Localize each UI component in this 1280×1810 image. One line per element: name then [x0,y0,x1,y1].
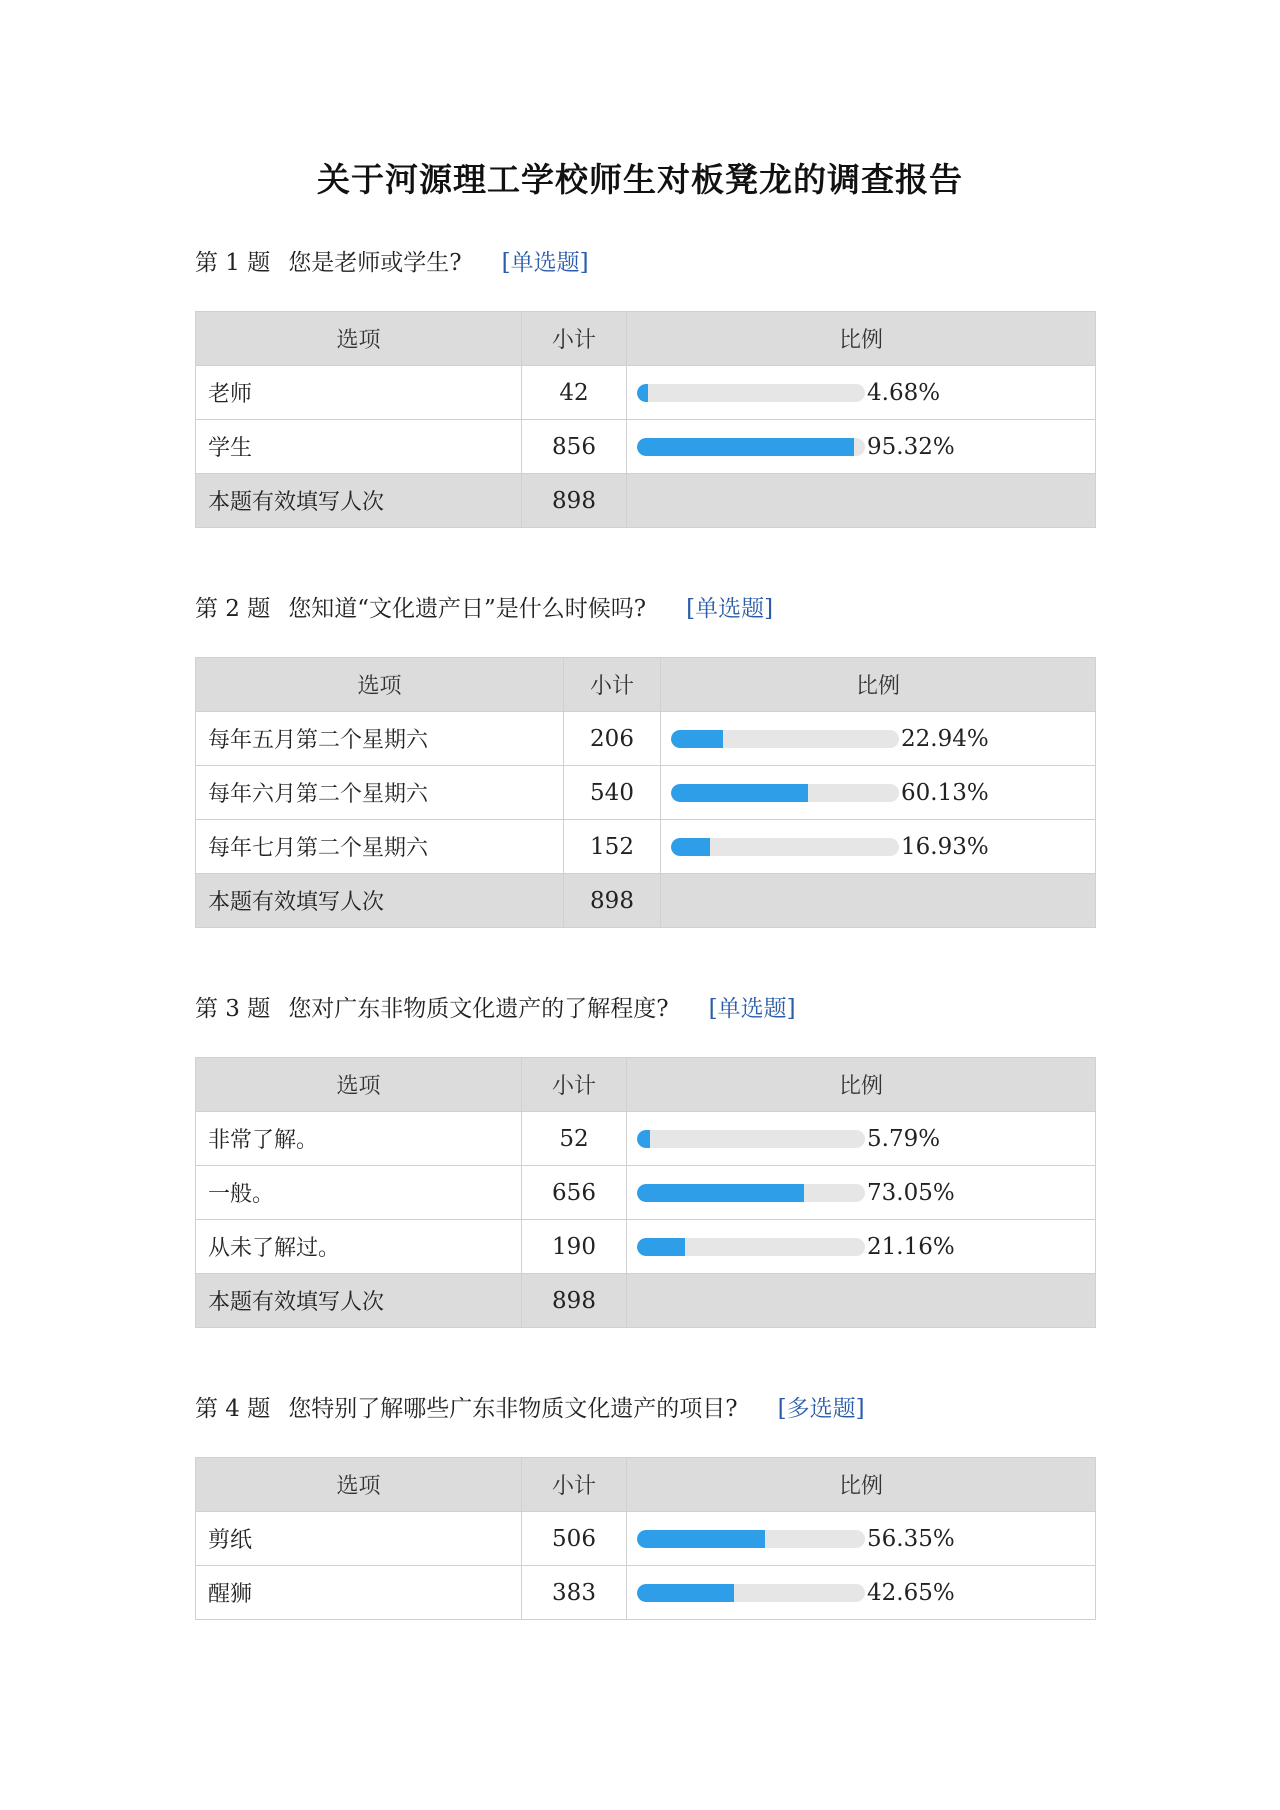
table-row [196,1166,1096,1220]
option-count: 52 [522,1112,627,1166]
option-label: 学生 [196,420,522,474]
option-count: 383 [522,1566,627,1620]
table-row [196,420,1096,474]
total-count: 898 [522,1274,627,1328]
option-label: 每年五月第二个星期六 [196,712,564,766]
option-ratio [627,1112,1096,1166]
question-header [195,1392,1095,1426]
option-ratio [661,820,1096,874]
option-count: 206 [564,712,661,766]
question-type-label: [单选题] [708,996,796,1022]
ratio-percent: 42.65% [867,1579,955,1606]
question-text: 您是老师或学生? [288,250,462,276]
option-label: 每年六月第二个星期六 [196,766,564,820]
ratio-bar-fill [637,1530,765,1548]
total-count: 898 [564,874,661,928]
option-ratio [627,1566,1096,1620]
result-table [195,1057,1096,1328]
header-option: 选项 [196,312,522,366]
option-label: 每年七月第二个星期六 [196,820,564,874]
option-ratio [627,1166,1096,1220]
question-number: 第 2 题 [195,596,271,622]
total-label: 本题有效填写人次 [196,474,522,528]
table-row [196,1512,1096,1566]
ratio-bar [637,438,865,456]
option-ratio [661,766,1096,820]
option-ratio [627,1220,1096,1274]
result-table [195,1457,1096,1620]
ratio-bar-fill [637,1584,734,1602]
question-text: 您知道“文化遗产日”是什么时候吗? [288,596,647,622]
question-4 [195,1392,1095,1607]
total-empty-cell [627,1274,1096,1328]
header-ratio: 比例 [661,658,1096,712]
question-text: 您特别了解哪些广东非物质文化遗产的项目? [288,1396,738,1422]
option-label: 老师 [196,366,522,420]
ratio-percent: 21.16% [867,1233,955,1260]
ratio-percent: 22.94% [901,725,989,752]
header-count: 小计 [522,1058,627,1112]
ratio-bar [637,1184,865,1202]
total-row [196,874,1096,928]
ratio-percent: 16.93% [901,833,989,860]
option-ratio [627,366,1096,420]
total-label: 本题有效填写人次 [196,1274,522,1328]
question-header [195,992,1095,1026]
header-count: 小计 [522,1458,627,1512]
option-ratio [661,712,1096,766]
question-type-label: [单选题] [501,250,589,276]
question-header [195,246,1095,280]
ratio-percent: 95.32% [867,433,955,460]
ratio-percent: 60.13% [901,779,989,806]
option-count: 540 [564,766,661,820]
ratio-bar [637,1584,865,1602]
table-header-row [196,658,1096,712]
table-row [196,712,1096,766]
ratio-percent: 5.79% [867,1125,941,1152]
ratio-bar [637,384,865,402]
ratio-bar [637,1238,865,1256]
question-type-label: [单选题] [686,596,774,622]
ratio-percent: 4.68% [867,379,941,406]
option-label: 醒狮 [196,1566,522,1620]
ratio-bar [671,784,899,802]
result-table [195,657,1096,928]
question-number: 第 3 题 [195,996,271,1022]
table-row [196,366,1096,420]
ratio-bar-fill [671,730,723,748]
ratio-percent: 56.35% [867,1525,955,1552]
header-ratio: 比例 [627,312,1096,366]
total-row [196,474,1096,528]
ratio-bar [637,1130,865,1148]
total-empty-cell [627,474,1096,528]
ratio-bar-fill [637,384,648,402]
total-count: 898 [522,474,627,528]
question-header [195,592,1095,626]
table-row [196,820,1096,874]
option-label: 从未了解过。 [196,1220,522,1274]
option-ratio [627,420,1096,474]
option-label: 剪纸 [196,1512,522,1566]
total-label: 本题有效填写人次 [196,874,564,928]
question-number: 第 1 题 [195,250,271,276]
ratio-bar-fill [637,1130,650,1148]
header-count: 小计 [564,658,661,712]
table-row [196,1112,1096,1166]
table-header-row [196,312,1096,366]
option-count: 656 [522,1166,627,1220]
question-3 [195,992,1095,1315]
table-row [196,1566,1096,1620]
question-2 [195,592,1095,915]
header-count: 小计 [522,312,627,366]
option-ratio [627,1512,1096,1566]
option-label: 一般。 [196,1166,522,1220]
total-row [196,1274,1096,1328]
option-count: 152 [564,820,661,874]
header-option: 选项 [196,658,564,712]
table-row [196,766,1096,820]
option-count: 190 [522,1220,627,1274]
ratio-bar-fill [637,1238,685,1256]
question-text: 您对广东非物质文化遗产的了解程度? [288,996,669,1022]
ratio-bar-fill [671,838,710,856]
ratio-bar [671,730,899,748]
option-count: 856 [522,420,627,474]
option-count: 42 [522,366,627,420]
option-count: 506 [522,1512,627,1566]
ratio-bar-fill [637,1184,804,1202]
ratio-bar-fill [637,438,854,456]
table-header-row [196,1458,1096,1512]
ratio-percent: 73.05% [867,1179,955,1206]
question-type-label: [多选题] [777,1396,865,1422]
header-ratio: 比例 [627,1058,1096,1112]
ratio-bar-fill [671,784,808,802]
page-title: 关于河源理工学校师生对板凳龙的调查报告 [317,160,963,199]
option-label: 非常了解。 [196,1112,522,1166]
question-1 [195,246,1095,515]
result-table [195,311,1096,528]
header-option: 选项 [196,1458,522,1512]
ratio-bar [637,1530,865,1548]
question-number: 第 4 题 [195,1396,271,1422]
total-empty-cell [661,874,1096,928]
ratio-bar [671,838,899,856]
header-option: 选项 [196,1058,522,1112]
table-row [196,1220,1096,1274]
table-header-row [196,1058,1096,1112]
header-ratio: 比例 [627,1458,1096,1512]
